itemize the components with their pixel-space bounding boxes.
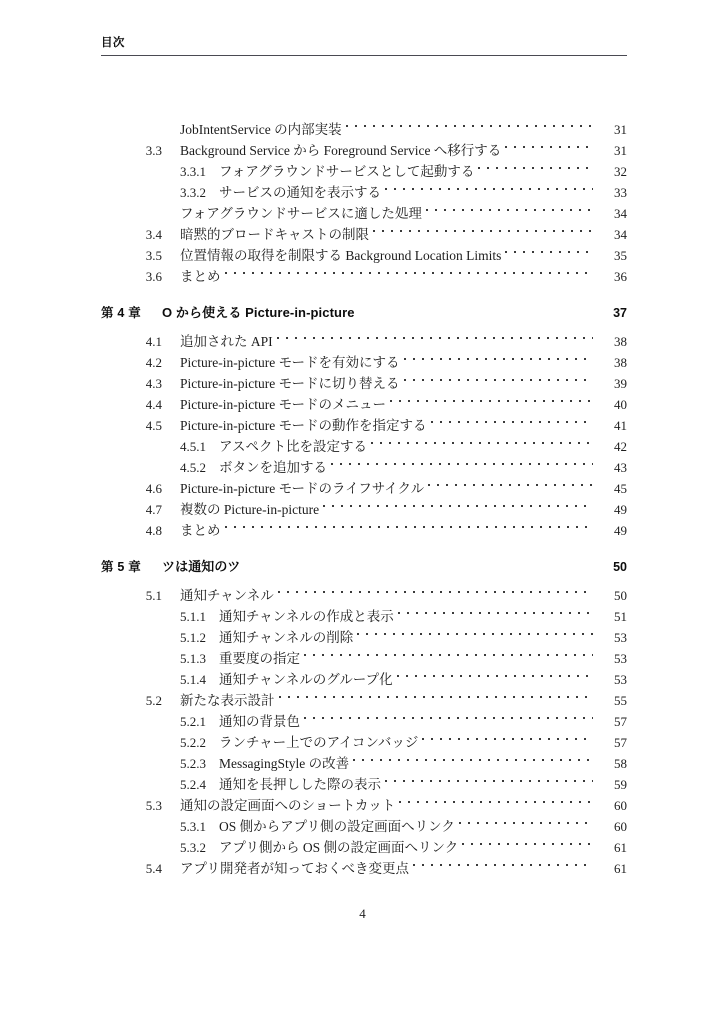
- toc-section-number: 3.6: [145, 269, 162, 284]
- toc-leader: [225, 514, 594, 535]
- toc-page-number: 50: [614, 588, 627, 603]
- toc-page-number: 34: [614, 227, 627, 242]
- toc-page-number: 51: [614, 609, 627, 624]
- toc-section-number: 4.8: [145, 523, 162, 538]
- toc-section-number: 5.1: [145, 588, 162, 603]
- toc-entry-title: 追加された API: [180, 334, 273, 349]
- toc-section-number: 4.6: [145, 481, 162, 496]
- toc-section-number: 5.2: [145, 693, 162, 708]
- toc-leader: [431, 409, 593, 430]
- toc-entry-title: 新たな表示設計: [180, 693, 275, 708]
- toc-subsection-number: 4.5.1: [180, 439, 206, 454]
- toc-page-number: 32: [614, 164, 627, 179]
- toc-entry-title: サービスの通知を表示する: [219, 185, 381, 200]
- toc-chapter-number: 第 5 章: [101, 560, 141, 574]
- toc-page-number: 33: [614, 185, 627, 200]
- toc-leader: [478, 155, 593, 176]
- toc-entry-title: Background Service から Foreground Service へ移行する: [180, 143, 502, 158]
- toc-page-number: 35: [614, 248, 627, 263]
- toc-subsection-number: 5.3.1: [180, 819, 206, 834]
- toc-leader: [353, 747, 593, 768]
- toc-unnumbered-row[interactable]: [101, 113, 627, 137]
- toc-section-number: 4.4: [145, 397, 162, 412]
- toc-subsection-number: 5.1.4: [180, 672, 206, 687]
- toc-page-number: 31: [614, 122, 627, 137]
- toc-page-number: 59: [614, 777, 627, 792]
- toc-subsection-number: 3.3.1: [180, 164, 206, 179]
- toc-entry-title: Picture-in-picture モードを有効にする: [180, 355, 400, 370]
- toc-leader: [304, 705, 593, 726]
- toc-page-number: 57: [614, 735, 627, 750]
- toc-section-row[interactable]: [101, 325, 627, 349]
- toc-leader: [462, 831, 593, 852]
- toc-page-number: 37: [613, 306, 627, 320]
- toc-section-number: 3.4: [145, 227, 162, 242]
- toc-page-number: 58: [614, 756, 627, 771]
- toc-page-number: 53: [614, 672, 627, 687]
- toc-page-number: 38: [614, 355, 627, 370]
- toc-section-number: 5.3: [145, 798, 162, 813]
- toc-page-number: 55: [614, 693, 627, 708]
- toc-entry-title: ボタンを追加する: [219, 460, 327, 475]
- toc-leader: [359, 296, 593, 317]
- toc-page-number: 41: [614, 418, 627, 433]
- toc-entry-title: 位置情報の取得を制限する Background Location Limits: [180, 248, 502, 263]
- toc-leader: [357, 621, 593, 642]
- toc-leader: [399, 789, 593, 810]
- folio-number: 4: [359, 906, 366, 921]
- toc-chapter-number: 第 4 章: [101, 306, 141, 320]
- toc-subsection-number: 4.5.2: [180, 460, 206, 475]
- toc-subsection-number: 3.3.2: [180, 185, 206, 200]
- toc-section-row[interactable]: [101, 579, 627, 603]
- toc-leader: [385, 176, 593, 197]
- toc-page-number: 60: [614, 819, 627, 834]
- toc-leader: [428, 472, 593, 493]
- toc-page-number: 45: [614, 481, 627, 496]
- toc-leader: [385, 768, 593, 789]
- toc-section-number: 4.2: [145, 355, 162, 370]
- toc-entry-title: Picture-in-picture モードのメニュー: [180, 397, 387, 412]
- toc-subsection-number: 5.1.3: [180, 651, 206, 666]
- toc-page-number: 43: [614, 460, 627, 475]
- toc-leader: [426, 197, 593, 218]
- toc-page-number: 42: [614, 439, 627, 454]
- toc-leader: [505, 134, 593, 155]
- toc-entry-title: アスペクト比を設定する: [219, 439, 367, 454]
- toc-page-number: 53: [614, 651, 627, 666]
- toc-entry-title: 重要度の指定: [219, 651, 300, 666]
- toc-entry-title: 通知チャンネルのグループ化: [219, 672, 393, 687]
- toc-entry-title: 通知を長押しした際の表示: [219, 777, 381, 792]
- toc-page-number: 61: [614, 861, 627, 876]
- toc-entry-title: ランチャー上でのアイコンバッジ: [219, 735, 419, 750]
- toc-leader: [304, 642, 593, 663]
- toc-list: [101, 113, 627, 876]
- toc-leader: [331, 451, 593, 472]
- toc-subsection-number: 5.2.1: [180, 714, 206, 729]
- toc-page-number: 34: [614, 206, 627, 221]
- toc-section-number: 4.1: [145, 334, 162, 349]
- toc-page-number: 31: [614, 143, 627, 158]
- toc-subsection-number: 5.3.2: [180, 840, 206, 855]
- toc-entry-title: Picture-in-picture モードの動作を指定する: [180, 418, 427, 433]
- toc-subsection-number: 5.1.1: [180, 609, 206, 624]
- toc-leader: [373, 218, 593, 239]
- toc-subsection-number: 5.2.4: [180, 777, 206, 792]
- header-divider: [101, 55, 627, 56]
- toc-leader: [404, 346, 593, 367]
- toc-section-number: 3.5: [145, 248, 162, 263]
- toc-leader: [278, 579, 593, 600]
- toc-entry-title: フォアグラウンドサービスに適した処理: [180, 206, 422, 221]
- toc-entry-title: Picture-in-picture モードのライフサイクル: [180, 481, 425, 496]
- toc-page-number: 60: [614, 798, 627, 813]
- toc-leader: [346, 113, 593, 134]
- toc-chapter-row[interactable]: [101, 550, 627, 574]
- toc-entry-title: 通知の設定画面へのショートカット: [180, 798, 396, 813]
- toc-page-number: 38: [614, 334, 627, 349]
- toc-entry-title: 暗黙的ブロードキャストの制限: [180, 227, 369, 242]
- toc-leader: [323, 493, 593, 514]
- toc-section-number: 5.4: [145, 861, 162, 876]
- toc-entry-title: 通知チャンネルの削除: [219, 630, 354, 645]
- toc-chapter-title: ツは通知のツ: [162, 559, 241, 574]
- toc-page-number: 53: [614, 630, 627, 645]
- page-title: 目次: [101, 37, 125, 49]
- running-header: [101, 36, 627, 56]
- toc-leader: [371, 430, 593, 451]
- toc-leader: [413, 852, 593, 873]
- toc-leader: [404, 367, 593, 388]
- toc-section-number: 4.5: [145, 418, 162, 433]
- page-footer: [0, 905, 725, 923]
- toc-entry-title: MessagingStyle の改善: [219, 756, 350, 771]
- toc-section-number: 4.3: [145, 376, 162, 391]
- toc-page-number: 40: [614, 397, 627, 412]
- toc-page-number: 49: [614, 502, 627, 517]
- toc-leader: [398, 600, 593, 621]
- toc-page-number: 50: [613, 560, 627, 574]
- toc-entry-title: JobIntentService の内部実装: [180, 122, 342, 137]
- toc-entry-title: 複数の Picture-in-picture: [180, 502, 320, 517]
- toc-leader: [225, 260, 594, 281]
- toc-leader: [277, 325, 593, 346]
- toc-page-number: 61: [614, 840, 627, 855]
- toc-entry-title: 通知チャンネルの作成と表示: [219, 609, 394, 624]
- toc-leader: [505, 239, 593, 260]
- toc-page-number: 39: [614, 376, 627, 391]
- toc-leader: [279, 684, 594, 705]
- toc-chapter-row[interactable]: [101, 296, 627, 320]
- toc-entry-title: Picture-in-picture モードに切り替える: [180, 376, 400, 391]
- toc-subsection-number: 5.1.2: [180, 630, 206, 645]
- toc-entry-title: 通知チャンネル: [180, 588, 274, 603]
- toc-leader: [390, 388, 593, 409]
- toc-page-number: 49: [614, 523, 627, 538]
- toc-leader: [397, 663, 593, 684]
- toc-chapter-title: O から使える Picture-in-picture: [162, 305, 355, 320]
- toc-leader: [244, 550, 593, 571]
- toc-page-number: 57: [614, 714, 627, 729]
- toc-leader: [422, 726, 593, 747]
- toc-section-number: 3.3: [145, 143, 162, 158]
- toc-entry-title: フォアグラウンドサービスとして起動する: [219, 164, 475, 179]
- toc-entry-title: アプリ開発者が知っておくべき変更点: [180, 861, 409, 876]
- toc-entry-title: まとめ: [180, 523, 221, 538]
- toc-subsection-number: 5.2.3: [180, 756, 206, 771]
- toc-entry-title: 通知の背景色: [219, 714, 300, 729]
- toc-leader: [459, 810, 593, 831]
- toc-subsection-number: 5.2.2: [180, 735, 206, 750]
- toc-entry-title: OS 側からアプリ側の設定画面へリンク: [219, 819, 455, 834]
- toc-section-number: 4.7: [145, 502, 162, 517]
- toc-entry-title: まとめ: [180, 269, 221, 284]
- toc-entry-title: アプリ側から OS 側の設定画面へリンク: [219, 840, 459, 855]
- toc-page-number: 36: [614, 269, 627, 284]
